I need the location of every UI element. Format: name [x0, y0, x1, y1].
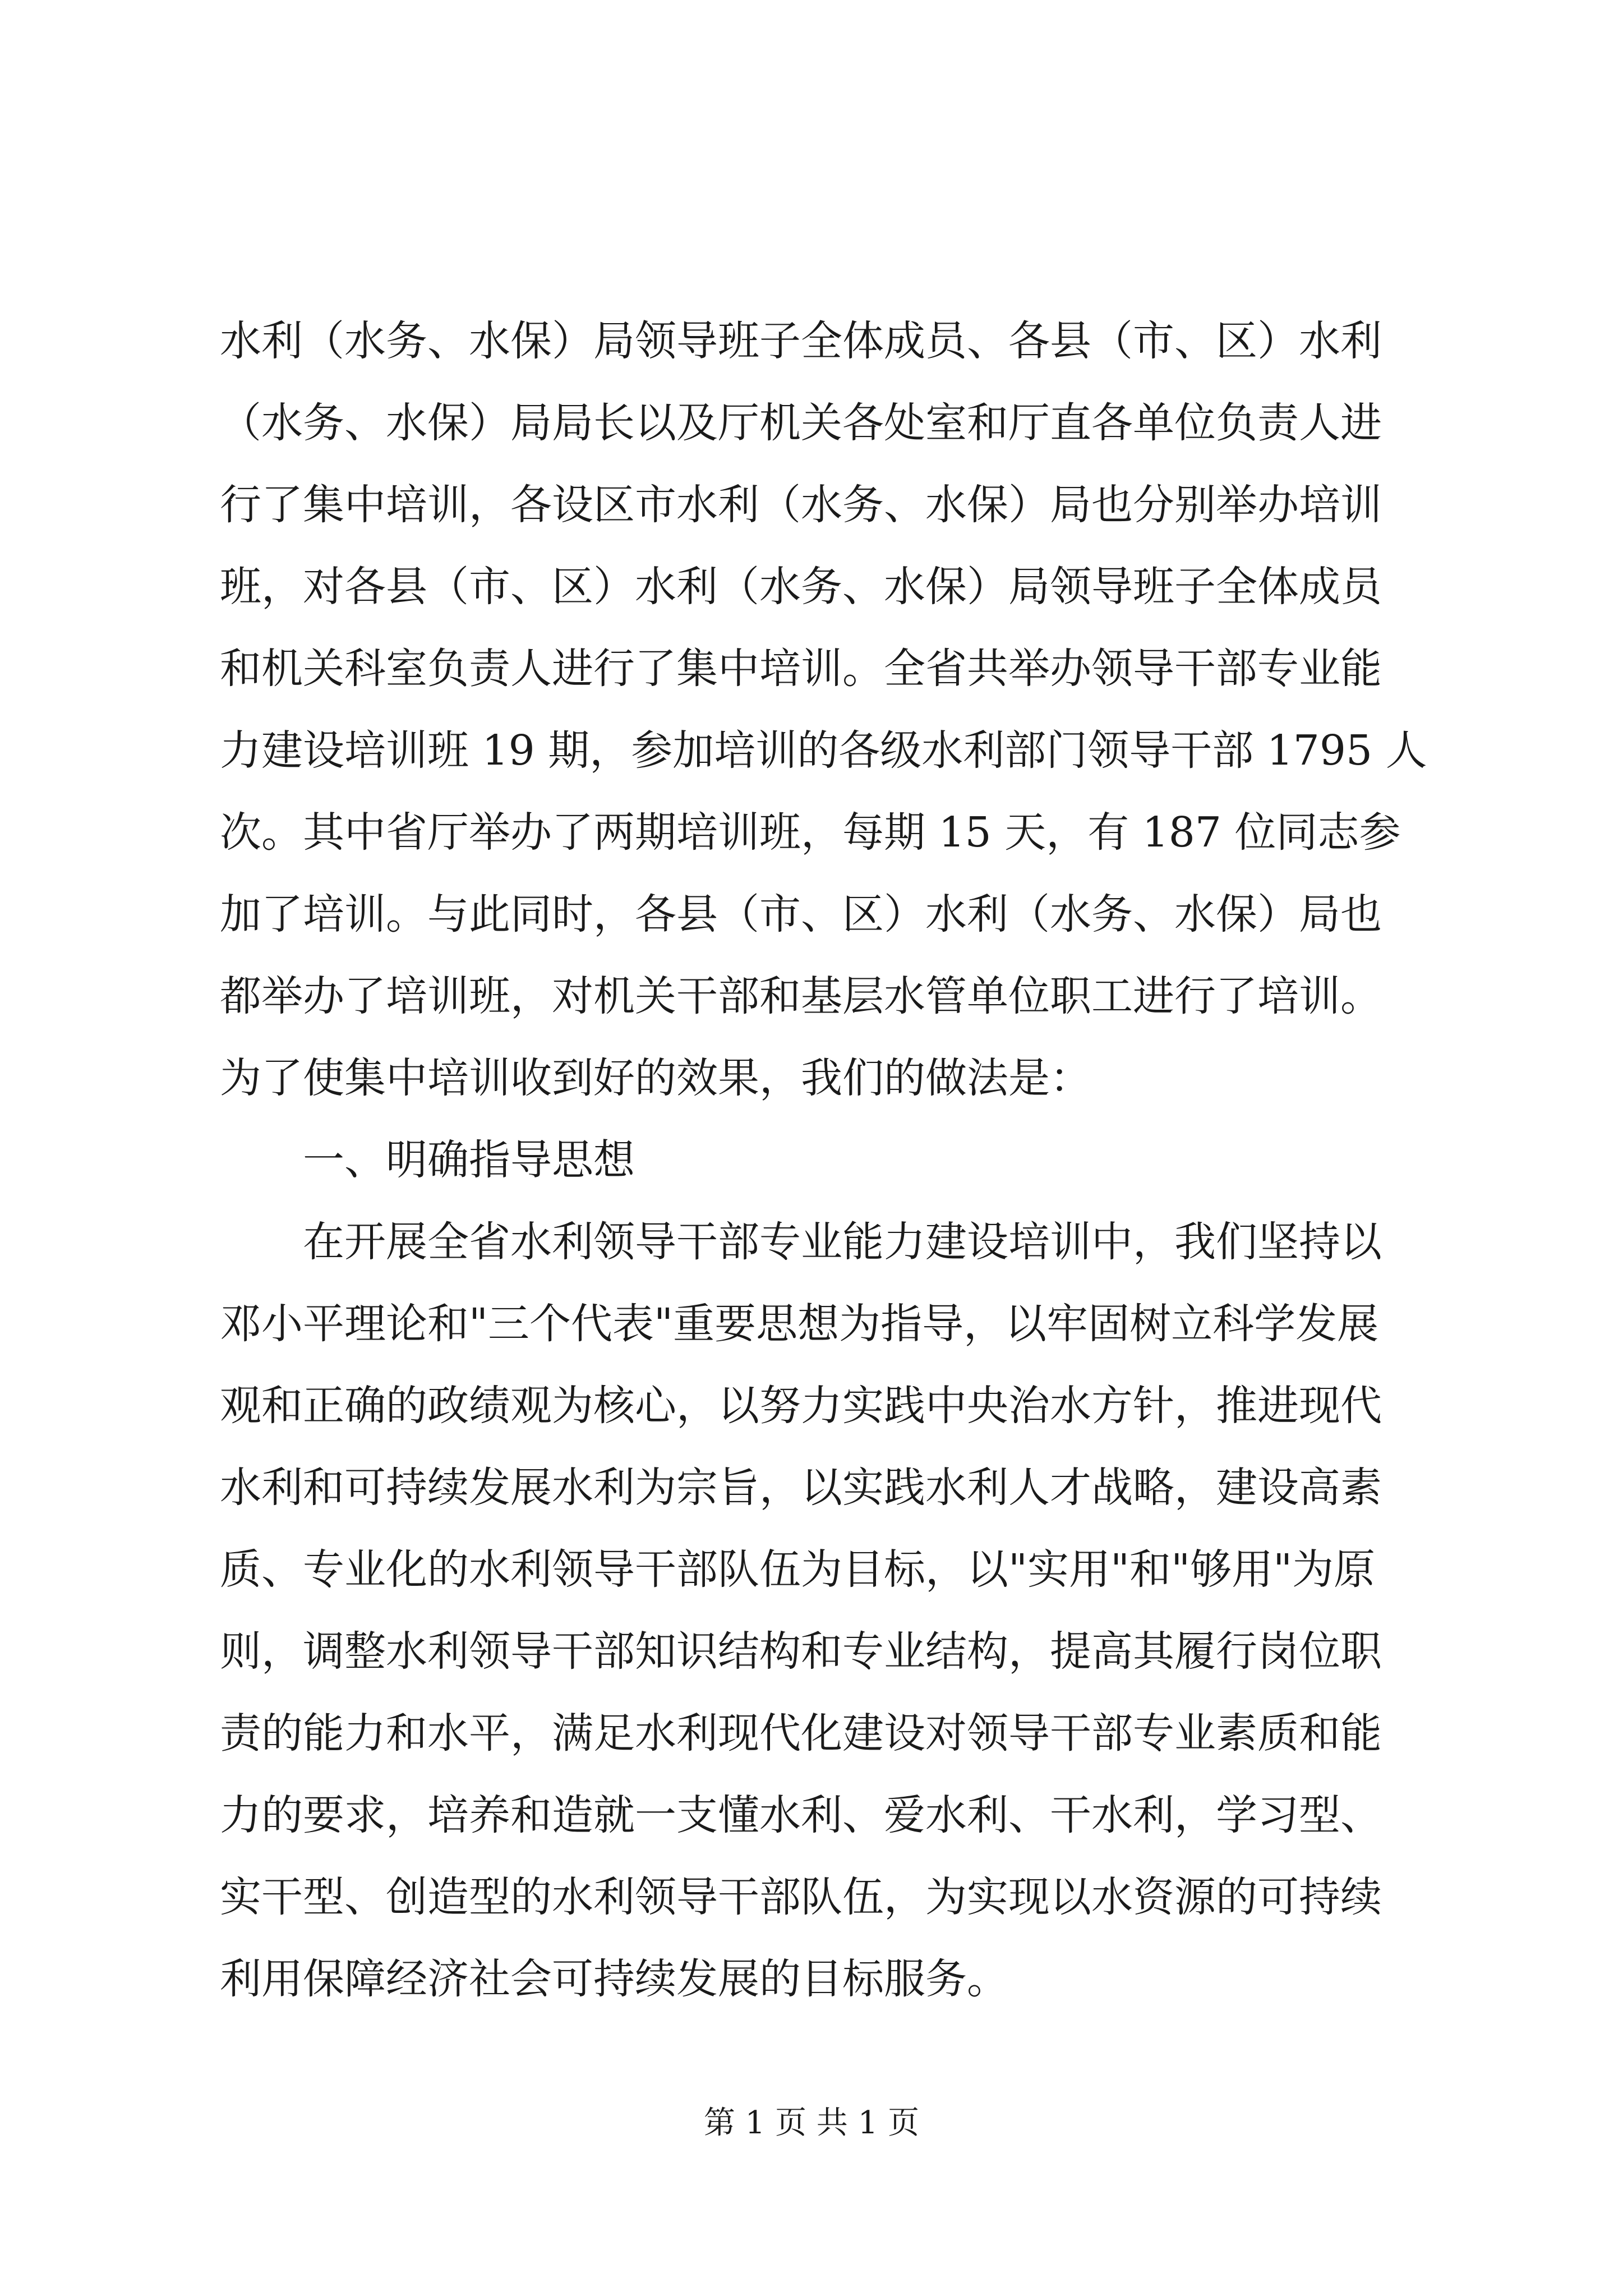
body-line: 在开展全省水利领导干部专业能力建设培训中，我们坚持以 [303, 1218, 1382, 1266]
body-line: 行了集中培训，各设区市水利（水务、水保）局也分别举办培训 [220, 481, 1382, 529]
body-line: 实干型、创造型的水利领导干部队伍，为实现以水资源的可持续 [220, 1873, 1382, 1921]
body-line: （水务、水保）局局长以及厅机关各处室和厅直各单位负责人进 [220, 399, 1382, 447]
body-line: 质、专业化的水利领导干部队伍为目标，以"实用"和"够用"为原 [220, 1545, 1376, 1594]
body-line: 观和正确的政绩观为核心，以努力实践中央治水方针，推进现代 [220, 1382, 1382, 1430]
body-line: 邓小平理论和"三个代表"重要思想为指导，以牢固树立科学发展 [220, 1300, 1379, 1348]
section-heading: 一、明确指导思想 [303, 1136, 635, 1184]
page-number-footer: 第 1 页 共 1 页 [703, 2105, 920, 2141]
body-line: 为了使集中培训收到好的效果，我们的做法是： [220, 1054, 1091, 1102]
body-line: 班，对各县（市、区）水利（水务、水保）局领导班子全体成员 [220, 563, 1382, 611]
body-line: 利用保障经济社会可持续发展的目标服务。 [220, 1955, 1008, 2003]
body-line: 加了培训。与此同时，各县（市、区）水利（水务、水保）局也 [220, 890, 1382, 938]
body-line: 责的能力和水平，满足水利现代化建设对领导干部专业素质和能 [220, 1709, 1382, 1757]
body-line: 则，调整水利领导干部知识结构和专业结构，提高其履行岗位职 [220, 1627, 1382, 1676]
document-body [220, 300, 1427, 2020]
body-line: 水利（水务、水保）局领导班子全体成员、各县（市、区）水利 [220, 317, 1382, 365]
body-line: 力建设培训班 19 期，参加培训的各级水利部门领导干部 1795 人 [220, 726, 1427, 775]
body-line: 水利和可持续发展水利为宗旨，以实践水利人才战略，建设高素 [220, 1464, 1382, 1512]
body-line: 力的要求，培养和造就一支懂水利、爱水利、干水利，学习型、 [220, 1791, 1382, 1839]
body-line: 都举办了培训班，对机关干部和基层水管单位职工进行了培训。 [220, 972, 1382, 1020]
body-line: 和机关科室负责人进行了集中培训。全省共举办领导干部专业能 [220, 645, 1382, 693]
body-line: 次。其中省厅举办了两期培训班，每期 15 天，有 187 位同志参 [220, 808, 1401, 857]
